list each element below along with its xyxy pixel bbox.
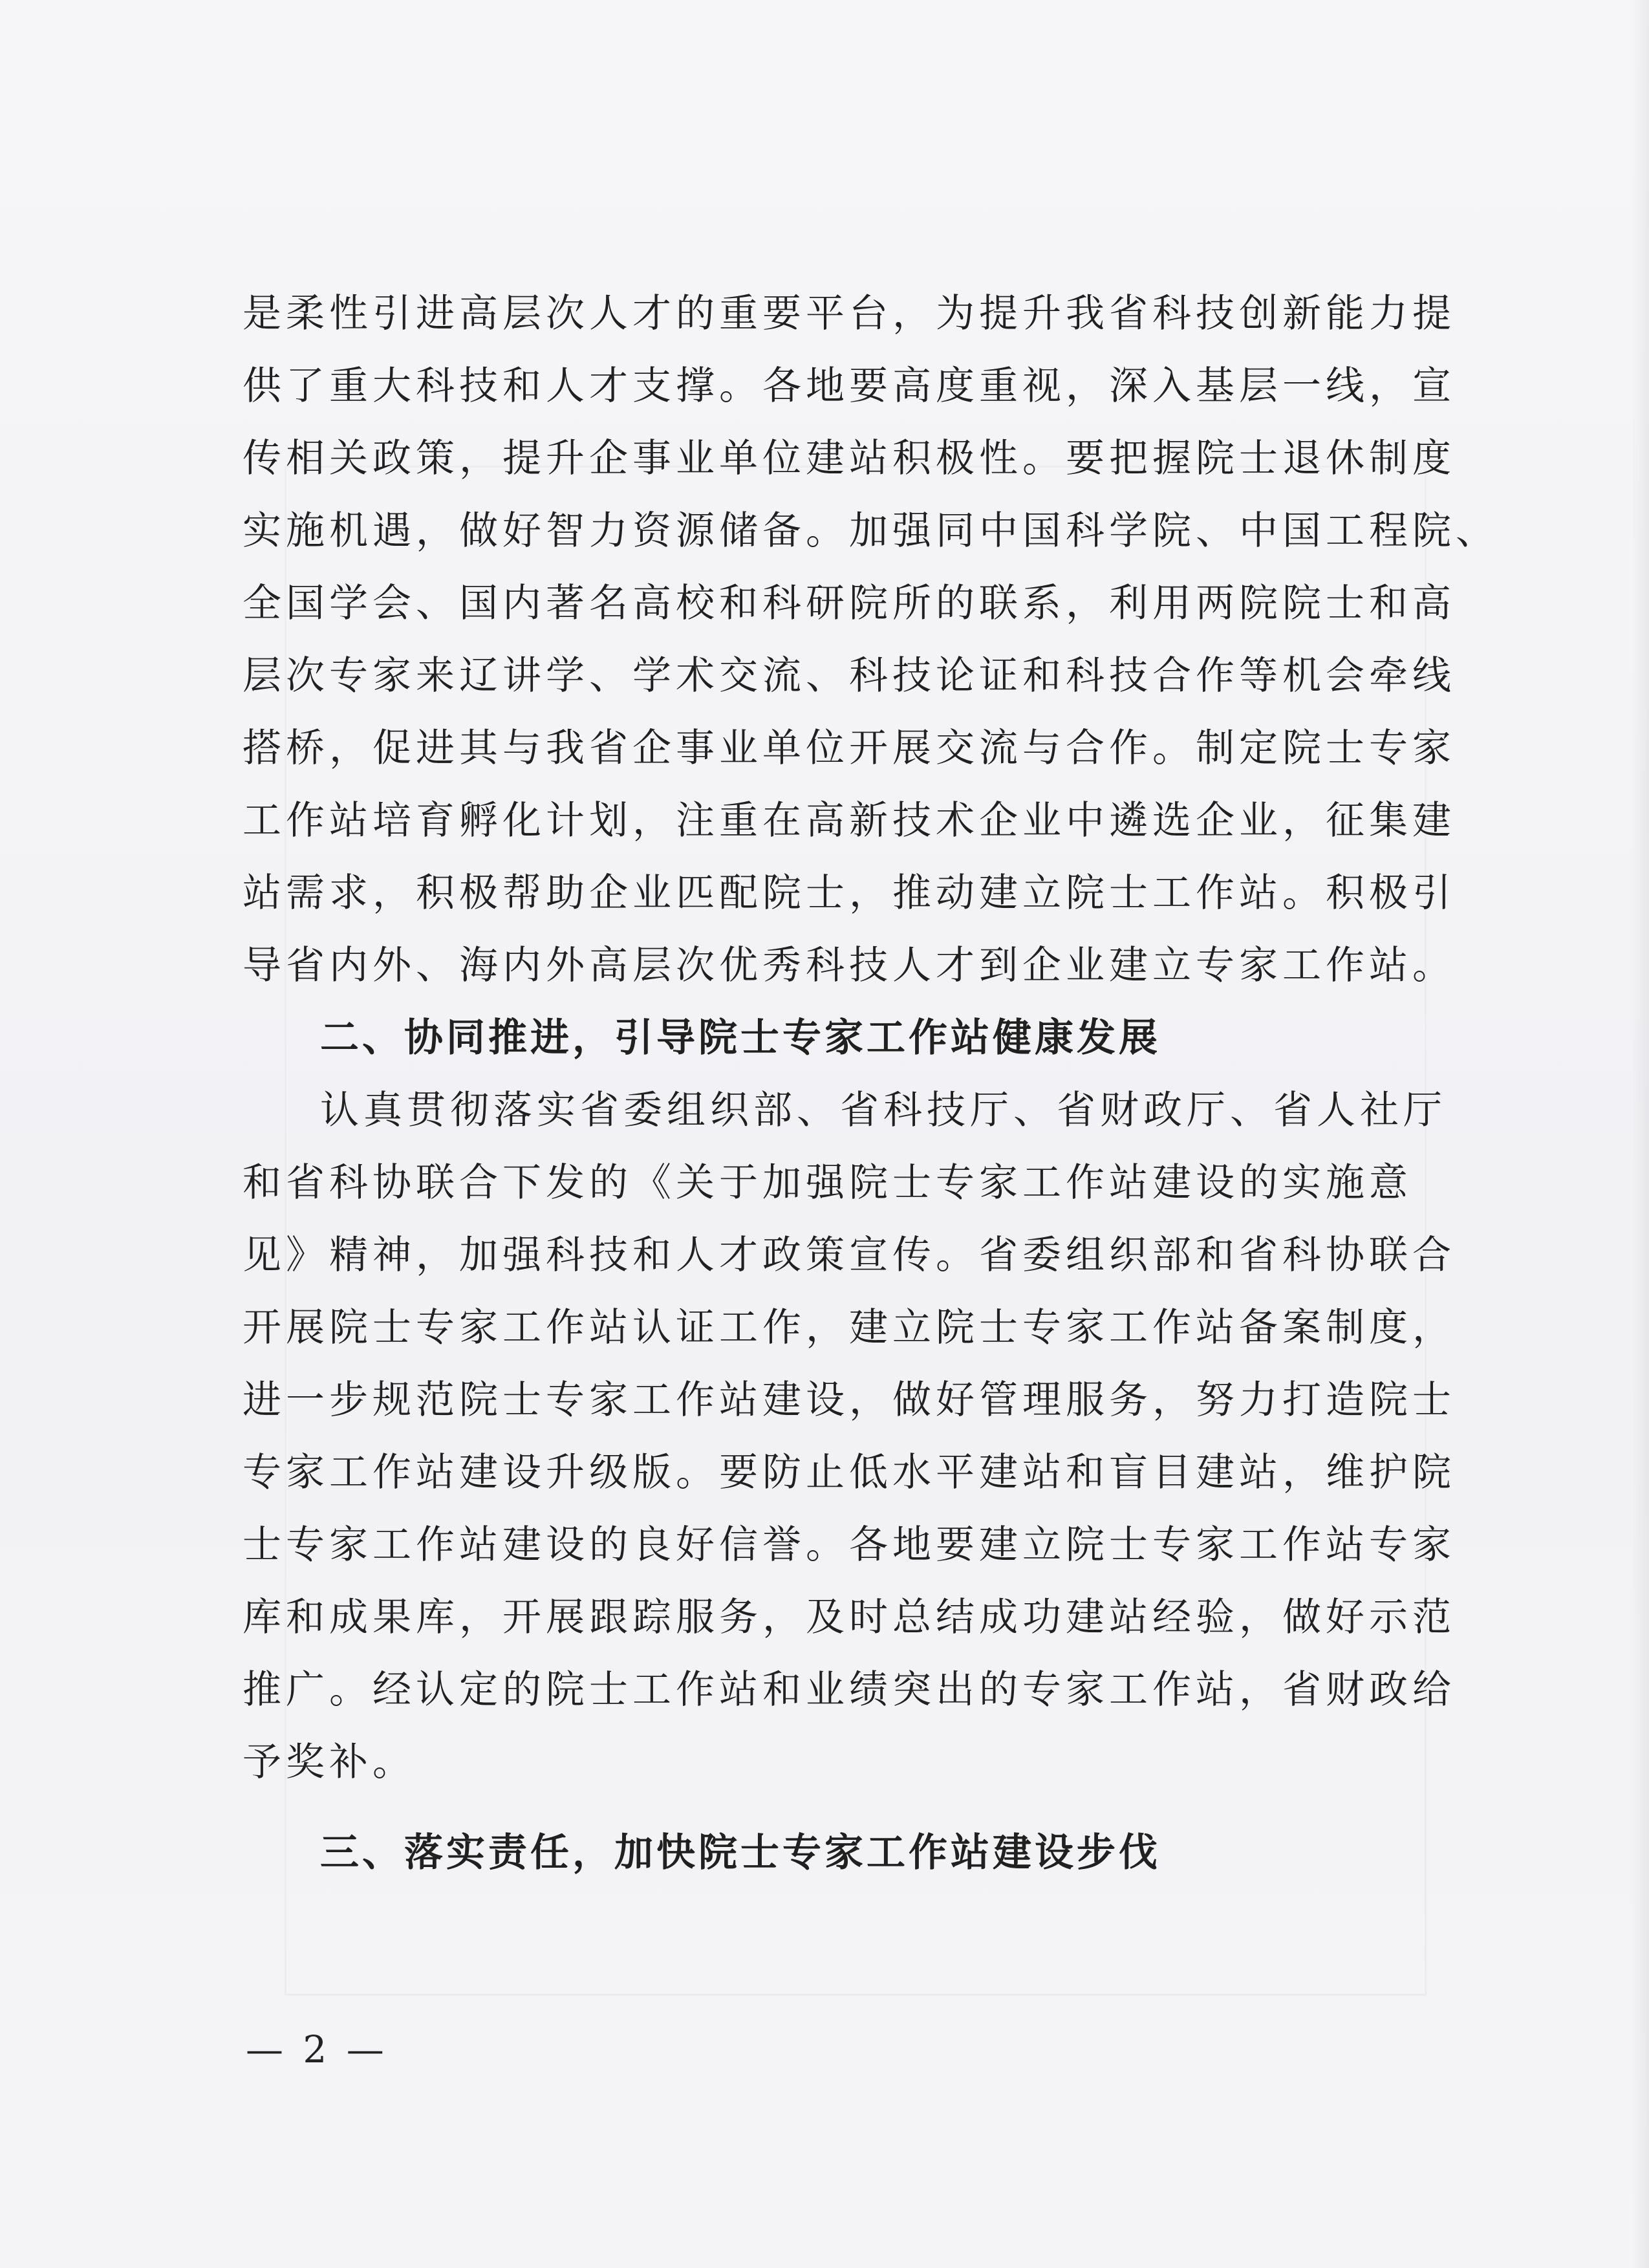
paragraph-line: 进一步规范院士专家工作站建设，做好管理服务，努力打造院士 [242,1377,1456,1423]
paragraph-line: 予奖补。 [242,1740,416,1785]
paragraph-line: 见》精神，加强科技和人才政策宣传。省委组织部和省科协联合 [242,1233,1456,1278]
paragraph-line: 和省科协联合下发的《关于加强院士专家工作站建设的实施意 [242,1160,1412,1205]
paragraph-line: 是柔性引进高层次人才的重要平台，为提升我省科技创新能力提 [242,291,1456,336]
section-heading-3: 三、落实责任，加快院士专家工作站建设步伐 [320,1830,1161,1875]
paragraph-line: 站需求，积极帮助企业匹配院士，推动建立院士工作站。积极引 [242,870,1456,916]
paragraph-line: 库和成果库，开展跟踪服务，及时总结成功建站经验，做好示范 [242,1595,1456,1640]
paragraph-line: 工作站培育孵化计划，注重在高新技术企业中遴选企业，征集建 [242,798,1456,843]
paragraph-line: 传相关政策，提升企事业单位建站积极性。要把握院士退休制度 [242,436,1456,481]
paragraph-line: 供了重大科技和人才支撑。各地要高度重视，深入基层一线，宣 [242,363,1456,409]
paragraph-line: 实施机遇，做好智力资源储备。加强同中国科学院、中国工程院、 [242,508,1499,554]
paragraph-line: 开展院士专家工作站认证工作，建立院士专家工作站备案制度， [242,1305,1456,1350]
paragraph-line: 层次专家来辽讲学、学术交流、科技论证和科技合作等机会牵线 [242,653,1456,698]
section-heading-2: 二、协同推进，引导院士专家工作站健康发展 [320,1015,1161,1061]
paragraph-line: 全国学会、国内著名高校和科研院所的联系，利用两院院士和高 [242,581,1456,626]
document-body [242,291,1499,1906]
paragraph-line: 推广。经认定的院士工作站和业绩突出的专家工作站，省财政给 [242,1667,1456,1712]
paragraph-line: 导省内外、海内外高层次优秀科技人才到企业建立专家工作站。 [242,943,1456,988]
paragraph-line: 认真贯彻落实省委组织部、省科技厅、省财政厅、省人社厅 [320,1088,1447,1133]
paragraph-line: 搭桥，促进其与我省企事业单位开展交流与合作。制定院士专家 [242,726,1456,771]
page-edge-shadow [1631,0,1649,2268]
page-number: — 2 — [246,2027,388,2071]
paragraph-line: 士专家工作站建设的良好信誉。各地要建立院士专家工作站专家 [242,1522,1456,1568]
paragraph-line: 专家工作站建设升级版。要防止低水平建站和盲目建站，维护院 [242,1450,1456,1495]
